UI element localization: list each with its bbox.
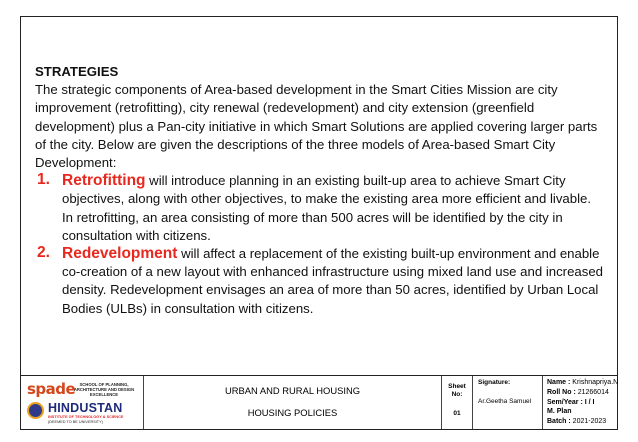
student-name: Krishnapriya.N	[572, 379, 619, 386]
model-description: will introduce planning in an existing built-up area to achieve Smart City objectives, along with other objectives, to make the existing area more efficient and livable. In retrofitting, an area consisting of more than 500 acres will be identified by the city in consultation with citizens.	[62, 173, 592, 243]
title-cell	[144, 376, 442, 429]
subject-title: HOUSING POLICIES	[247, 407, 338, 418]
model-description: will affect a replacement of the existing built-up environment and enable co-creation of a new layout with enhanced infrastructure using mixed land use and increased density. Redevelopment envisages an area of more than 50 acres, identified by Urban Local Bodies (ULBs) in consultation with citizens.	[62, 246, 604, 316]
hindustan-wordmark: HINDUSTAN	[48, 401, 123, 415]
signature-cell	[473, 376, 543, 429]
roll-number: 21266014	[577, 388, 609, 396]
sheet-label: Sheet No:	[448, 383, 466, 398]
sem-label: Sem/Year :	[547, 398, 585, 406]
name-label: Name :	[547, 379, 573, 386]
model-term-retrofitting: Retrofitting	[62, 172, 146, 190]
hindustan-logo	[27, 401, 139, 427]
sem-year: I / I	[584, 398, 595, 406]
sheet-number-cell	[442, 376, 473, 429]
title-block	[21, 375, 617, 429]
intro-paragraph: The strategic components of Area-based development in the Smart Cities Mission are city improvement (retrofitting), city renewal (redevelopment) and city extension (greenfield development) plus a Pan-city initiative in which Smart Solutions are applied covering larger parts of the city. Below are given the descriptions of the three models of Area-based Smart City Development:	[35, 82, 598, 171]
model-list	[35, 172, 605, 318]
signature-label: Signature:	[478, 379, 511, 386]
list-item	[35, 172, 605, 245]
model-term-redevelopment: Redevelopment	[62, 245, 178, 263]
drawing-sheet	[20, 16, 618, 430]
sheet-number: 01	[453, 410, 461, 417]
batch-years: 2021-2023	[572, 418, 607, 426]
batch-label: Batch :	[547, 418, 573, 426]
list-item	[35, 245, 605, 318]
list-number: 1.	[37, 171, 50, 189]
spade-tagline: SCHOOL OF PLANNING, ARCHITECTURE AND DESIGN EXCELLENCE	[73, 382, 135, 397]
document-body	[35, 63, 605, 318]
student-info	[547, 378, 618, 427]
logo-cell	[21, 376, 144, 429]
section-heading: STRATEGIES	[35, 64, 119, 79]
roll-label: Roll No :	[547, 388, 578, 396]
program-name: M. Plan	[547, 408, 572, 416]
hindustan-deemed-note: (DEEMED TO BE UNIVERSITY)	[48, 420, 103, 424]
list-number: 2.	[37, 244, 50, 262]
student-info-cell	[543, 376, 617, 429]
course-title: URBAN AND RURAL HOUSING	[224, 385, 361, 396]
spade-logo	[27, 380, 139, 400]
university-emblem-icon	[27, 402, 44, 419]
spade-wordmark: spade	[27, 380, 76, 398]
signatory-name: Ar.Geetha Samuel	[478, 398, 532, 405]
hindustan-subtitle: INSTITUTE OF TECHNOLOGY & SCIENCE	[48, 415, 124, 419]
